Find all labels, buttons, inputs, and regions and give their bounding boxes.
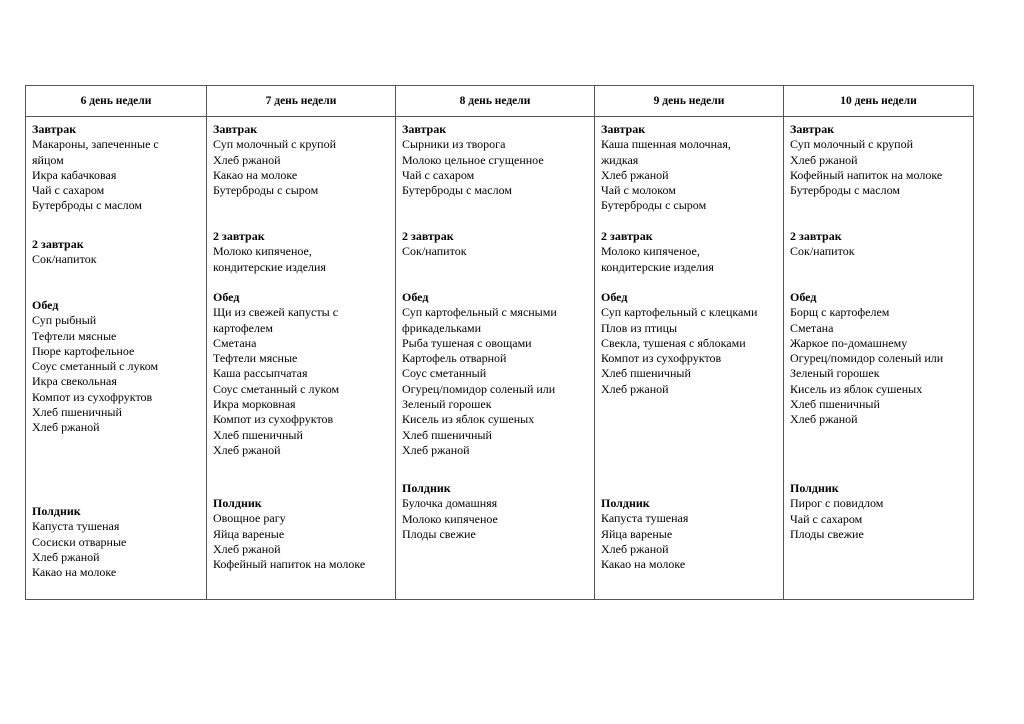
meal-item: жидкая xyxy=(601,152,639,167)
meal-item: Суп молочный с крупой xyxy=(790,137,914,152)
meal-item: Какао на молоке xyxy=(32,565,117,580)
meal-item: Молоко кипяченое xyxy=(402,511,498,526)
meal-item: Хлеб ржаной xyxy=(213,541,281,556)
meal-item: Молоко кипяченое, xyxy=(213,244,312,259)
meal-item: Хлеб ржаной xyxy=(790,412,858,427)
meal-item: Сырники из творога xyxy=(402,137,506,152)
meal-item: Суп рыбный xyxy=(32,313,97,328)
meal-title: Завтрак xyxy=(32,122,77,136)
day-header: 8 день недели xyxy=(396,86,595,117)
meal-item: Кофейный напиток на молоке xyxy=(213,557,366,572)
meal-item: кондитерские изделия xyxy=(601,259,714,274)
meal-item: Хлеб пшеничный xyxy=(213,427,303,442)
meal-item: Хлеб ржаной xyxy=(213,152,281,167)
meal-item: яйцом xyxy=(32,152,64,167)
meal-title: Обед xyxy=(601,290,628,304)
meal-block xyxy=(402,122,590,198)
meal-item: Пюре картофельное xyxy=(32,343,135,358)
meal-item: Хлеб ржаной xyxy=(790,152,858,167)
day-menu xyxy=(601,122,779,599)
meal-item: Плоды свежие xyxy=(790,526,864,541)
meal-item: Соус сметанный с луком xyxy=(213,381,340,396)
meal-item: Сок/напиток xyxy=(32,252,97,267)
meal-item: Кисель из яблок сушеных xyxy=(402,412,535,427)
meal-item: Каша рассыпчатая xyxy=(213,366,308,381)
meal-item: Плов из птицы xyxy=(601,320,678,335)
meal-item: Макароны, запеченные с xyxy=(32,137,159,152)
meal-item: Зеленый горошек xyxy=(790,366,880,381)
meal-item: Хлеб ржаной xyxy=(601,541,669,556)
meal-item: Какао на молоке xyxy=(601,557,686,572)
day-menu xyxy=(213,122,391,599)
meal-item: Зеленый горошек xyxy=(402,397,492,412)
meal-item: Хлеб ржаной xyxy=(601,381,669,396)
meal-title: Полдник xyxy=(790,481,839,495)
meal-item: Тефтели мясные xyxy=(213,351,298,366)
menu-row xyxy=(26,117,974,600)
day-menu xyxy=(402,122,590,599)
day-column xyxy=(784,117,974,600)
meal-item: Плоды свежие xyxy=(402,526,476,541)
meal-item: фрикадельками xyxy=(402,320,482,335)
meal-title: Обед xyxy=(402,290,429,304)
meal-item: Хлеб пшеничный xyxy=(790,397,880,412)
day-menu xyxy=(790,122,969,599)
meal-title: Обед xyxy=(32,298,59,312)
meal-item: Икра морковная xyxy=(213,397,296,412)
meal-block xyxy=(32,122,202,214)
meal-item: Картофель отварной xyxy=(402,351,507,366)
meal-block xyxy=(601,229,779,275)
day-header: 6 день недели xyxy=(26,86,207,117)
day-column xyxy=(207,117,396,600)
meal-item: Бутерброды с сыром xyxy=(213,183,319,198)
meal-item: Рыба тушеная с овощами xyxy=(402,335,532,350)
meal-block xyxy=(601,496,779,572)
meal-item: Яйца вареные xyxy=(601,526,673,541)
meal-item: Суп картофельный с клецками xyxy=(601,305,758,320)
meal-item: картофелем xyxy=(213,320,273,335)
meal-title: Завтрак xyxy=(601,122,646,136)
meal-item: Хлеб пшеничный xyxy=(402,427,492,442)
meal-block xyxy=(402,229,590,260)
meal-item: Капуста тушеная xyxy=(32,519,120,534)
meal-item: кондитерские изделия xyxy=(213,259,326,274)
meal-item: Огурец/помидор соленый или xyxy=(790,351,944,366)
meal-block xyxy=(790,290,969,428)
meal-item: Какао на молоке xyxy=(213,167,298,182)
meal-item: Овощное рагу xyxy=(213,511,286,526)
meal-item: Соус сметанный с луком xyxy=(32,359,159,374)
meal-block xyxy=(790,122,969,198)
day-menu xyxy=(32,122,202,599)
meal-title: Обед xyxy=(213,290,240,304)
meal-block xyxy=(790,481,969,542)
meal-title: 2 завтрак xyxy=(213,229,265,243)
meal-item: Компот из сухофруктов xyxy=(32,389,153,404)
header-row xyxy=(26,86,974,117)
meal-item: Каша пшенная молочная, xyxy=(601,137,731,152)
meal-title: Полдник xyxy=(213,496,262,510)
meal-block xyxy=(213,122,391,198)
day-header: 10 день недели xyxy=(784,86,974,117)
meal-item: Булочка домашняя xyxy=(402,496,498,511)
weekly-menu-table xyxy=(25,85,974,600)
meal-block xyxy=(213,496,391,572)
meal-item: Хлеб ржаной xyxy=(32,420,100,435)
meal-item: Сметана xyxy=(790,320,834,335)
meal-block xyxy=(601,290,779,397)
meal-block xyxy=(213,229,391,275)
meal-item: Жаркое по-домашнему xyxy=(790,335,908,350)
meal-title: Полдник xyxy=(32,504,81,518)
meal-item: Хлеб ржаной xyxy=(402,442,470,457)
meal-title: 2 завтрак xyxy=(790,229,842,243)
meal-title: Полдник xyxy=(402,481,451,495)
meal-item: Борщ с картофелем xyxy=(790,305,890,320)
meal-item: Сок/напиток xyxy=(790,244,855,259)
meal-item: Бутерброды с сыром xyxy=(601,198,707,213)
meal-title: Полдник xyxy=(601,496,650,510)
meal-item: Молоко цельное сгущенное xyxy=(402,152,544,167)
meal-item: Хлеб пшеничный xyxy=(32,405,122,420)
meal-item: Суп молочный с крупой xyxy=(213,137,337,152)
meal-item: Компот из сухофруктов xyxy=(213,412,334,427)
meal-title: Обед xyxy=(790,290,817,304)
meal-block xyxy=(213,290,391,458)
meal-block xyxy=(402,290,590,458)
meal-item: Капуста тушеная xyxy=(601,511,689,526)
meal-item: Свекла, тушеная с яблоками xyxy=(601,335,746,350)
meal-item: Икра кабачковая xyxy=(32,167,117,182)
meal-item: Суп картофельный с мясными xyxy=(402,305,557,320)
meal-item: Кисель из яблок сушеных xyxy=(790,381,923,396)
day-header: 7 день недели xyxy=(207,86,396,117)
meal-block xyxy=(32,237,202,268)
meal-item: Сосиски отварные xyxy=(32,534,127,549)
meal-title: 2 завтрак xyxy=(402,229,454,243)
meal-block xyxy=(790,229,969,260)
meal-item: Бутерброды с маслом xyxy=(402,183,512,198)
meal-item: Щи из свежей капусты с xyxy=(213,305,339,320)
meal-title: 2 завтрак xyxy=(601,229,653,243)
meal-block xyxy=(32,504,202,580)
meal-item: Соус сметанный xyxy=(402,366,487,381)
meal-item: Компот из сухофруктов xyxy=(601,351,722,366)
meal-item: Хлеб ржаной xyxy=(32,549,100,564)
day-column xyxy=(26,117,207,600)
meal-item: Чай с сахаром xyxy=(402,167,475,182)
meal-item: Хлеб ржаной xyxy=(601,167,669,182)
meal-item: Яйца вареные xyxy=(213,526,285,541)
meal-title: 2 завтрак xyxy=(32,237,84,251)
meal-item: Кофейный напиток на молоке xyxy=(790,167,943,182)
day-header: 9 день недели xyxy=(595,86,784,117)
meal-item: Пирог с повидлом xyxy=(790,496,884,511)
meal-item: Чай с молоком xyxy=(601,183,676,198)
meal-item: Хлеб пшеничный xyxy=(601,366,691,381)
meal-item: Молоко кипяченое, xyxy=(601,244,700,259)
meal-title: Завтрак xyxy=(213,122,258,136)
meal-title: Завтрак xyxy=(790,122,835,136)
meal-block xyxy=(601,122,779,214)
meal-item: Сметана xyxy=(213,335,257,350)
meal-item: Сок/напиток xyxy=(402,244,467,259)
meal-block xyxy=(402,481,590,542)
day-column xyxy=(396,117,595,600)
meal-item: Бутерброды с маслом xyxy=(32,198,142,213)
meal-block xyxy=(32,298,202,436)
meal-item: Чай с сахаром xyxy=(32,183,105,198)
meal-item: Тефтели мясные xyxy=(32,328,117,343)
meal-title: Завтрак xyxy=(402,122,447,136)
meal-item: Огурец/помидор соленый или xyxy=(402,381,556,396)
meal-item: Икра свекольная xyxy=(32,374,117,389)
meal-item: Бутерброды с маслом xyxy=(790,183,900,198)
meal-item: Чай с сахаром xyxy=(790,511,863,526)
meal-item: Хлеб ржаной xyxy=(213,442,281,457)
day-column xyxy=(595,117,784,600)
